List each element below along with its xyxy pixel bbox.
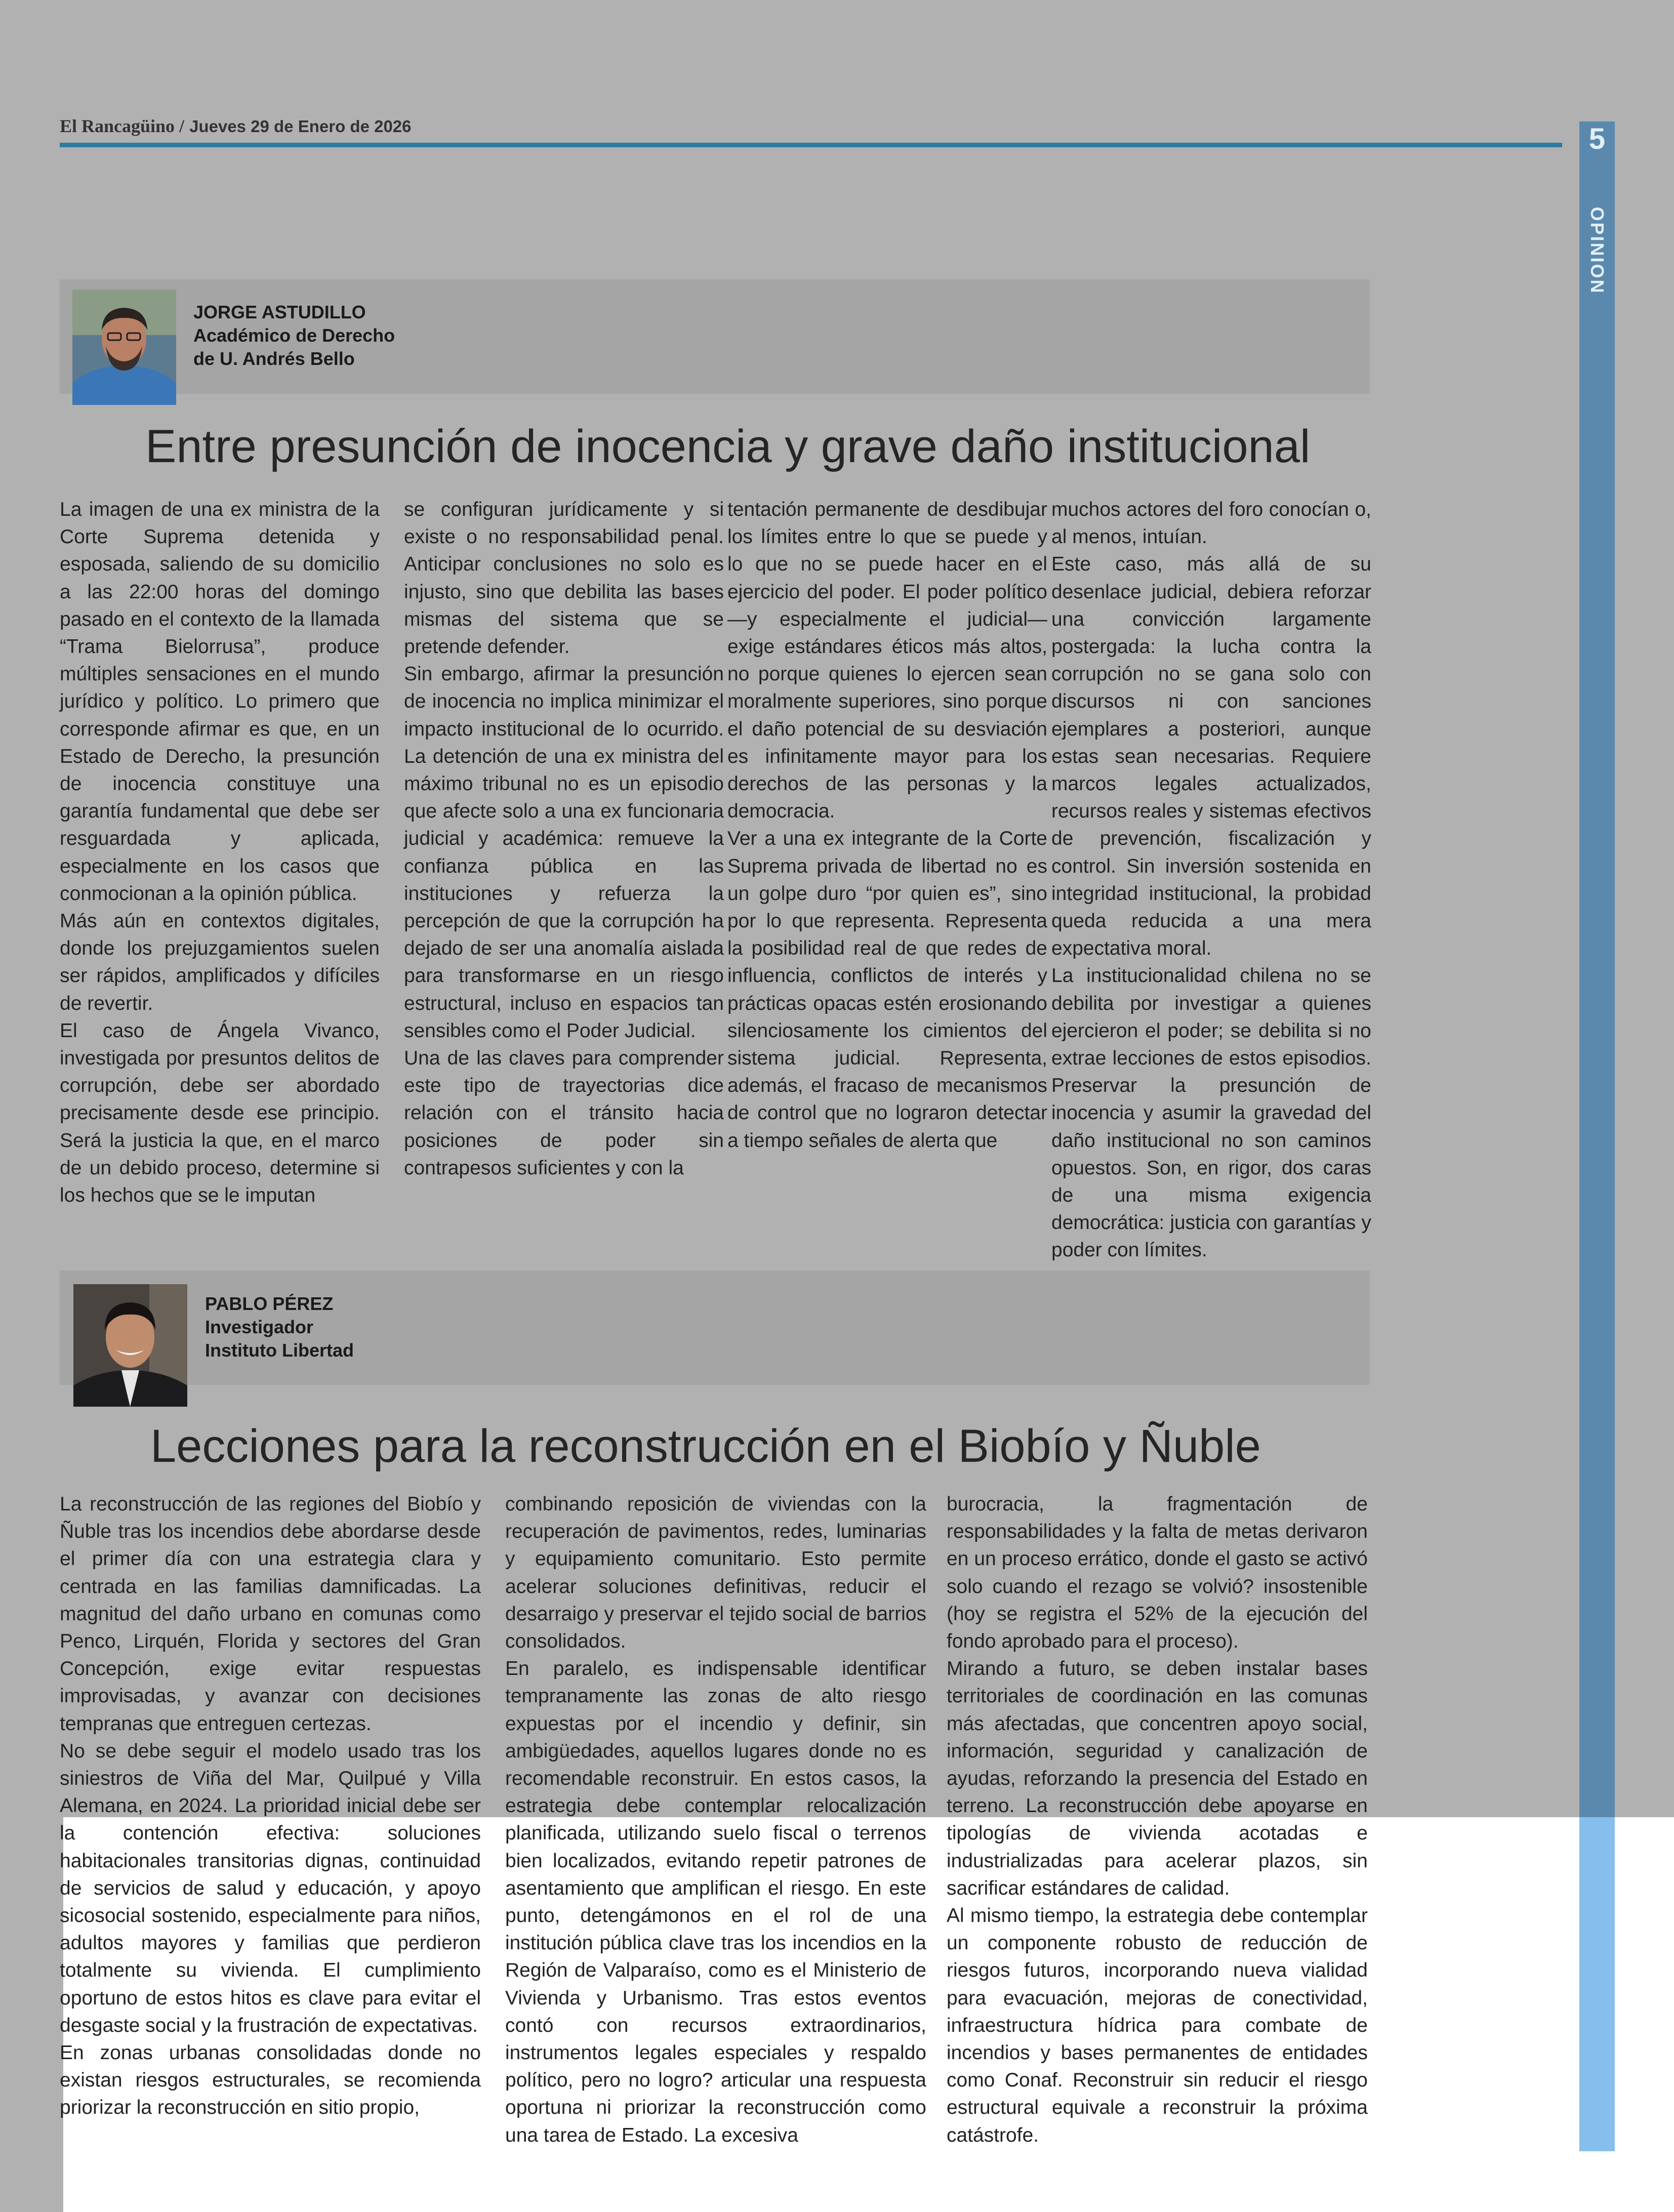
body-paragraph: Este caso, más allá de su desenlace judicial, debiera reforzar una convicción largamente postergada: la lucha contra la corrupción no se gana solo con discursos ni con sanciones ejemplares a posteriori, aunque estas sean necesarias. Requiere marcos legales actualizados, recursos reales y sistemas efectivos de prevención, fiscalización y control. Sin inversión sostenida en integridad institucional, la probidad queda reducida a una mera expectativa moral. bbox=[1051, 553, 1371, 960]
author-name: JORGE ASTUDILLO bbox=[193, 302, 366, 322]
article-headline: Lecciones para la reconstrucción en el Biobío y Ñuble bbox=[150, 1420, 1261, 1472]
page-gray-margin bbox=[0, 1817, 63, 2212]
body-paragraph: Mirando a futuro, se deben instalar bases territoriales de coordinación en las comunas más afectadas, que concentren apoyo social, información, seguridad y canalización de ayudas, reforzando la presencia del Estado en terreno. La reconstrucción debe apoyarse en tipologías de vivienda acotadas e industrializadas para acelerar plazos, sin sacrificar estándares de calidad. bbox=[947, 1658, 1368, 1899]
body-column bbox=[404, 496, 724, 1215]
body-column bbox=[1051, 496, 1371, 1261]
section-label: OPINION bbox=[1587, 207, 1608, 295]
body-paragraph: Una de las claves para comprender este tipo de trayectorias dice relación con el tránsito hacia posiciones de poder sin contrapesos suficientes y con la bbox=[404, 1047, 724, 1179]
author-role: Investigador bbox=[205, 1317, 314, 1337]
section-sidebar bbox=[1579, 121, 1615, 1817]
body-column bbox=[60, 1491, 481, 2154]
author-photo bbox=[73, 1284, 187, 1407]
body-paragraph: Sin embargo, afirmar la presunción de inocencia no implica minimizar el impacto institucional de lo ocurrido. La detención de una ex ministra del máximo tribunal no es un episodio que afecte solo a una ex funcionaria judicial y académica: remueve la confianza pública en las instituciones y refuerza la percepción de que la corrupción ha dejado de ser una anomalía aislada para transformarse en un riesgo estructural, incluso en espacios tan sensibles como el Poder Judicial. bbox=[404, 663, 724, 1042]
publication-name: El Rancagüino / bbox=[60, 116, 185, 136]
author-info bbox=[193, 301, 395, 371]
issue-date: Jueves 29 de Enero de 2026 bbox=[189, 117, 412, 136]
body-paragraph: combinando reposición de viviendas con la recuperación de pavimentos, redes, luminarias y equipamiento comunitario. Esto permite acelerar soluciones definitivas, reducir el desarraigo y preservar el tejido social de barrios consolidados. bbox=[505, 1493, 926, 1653]
body-column bbox=[727, 496, 1047, 1215]
author-affiliation: Instituto Libertad bbox=[205, 1340, 354, 1361]
author-info bbox=[205, 1292, 354, 1362]
body-column bbox=[60, 496, 380, 1215]
body-column bbox=[947, 1491, 1368, 2154]
body-paragraph: Ver a una ex integrante de la Corte Suprema privada de libertad no es un golpe duro “por quien es”, sino por lo que representa. Representa la posibilidad real de que redes de influencia, conflictos de interés y prácticas opacas estén erosionando silenciosamente los cimientos del sistema judicial. Representa, además, el fracaso de mecanismos de control que no lograron detectar a tiempo señales de alerta que bbox=[727, 828, 1047, 1152]
body-paragraph: Más aún en contextos digitales, donde los prejuzgamientos suelen ser rápidos, amplificados y difíciles de revertir. bbox=[60, 910, 380, 1014]
author-photo bbox=[72, 290, 176, 405]
running-head bbox=[60, 115, 412, 141]
header-rule bbox=[60, 143, 1562, 147]
body-paragraph: La imagen de una ex ministra de la Corte Suprema detenida y esposada, saliendo de su domicilio a las 22:00 horas del domingo pasado en el contexto de la llamada “Trama Bielorrusa”, produce múltiples sensaciones en el mundo jurídico y político. Lo primero que corresponde afirmar es que, en un Estado de Derecho, la presunción de inocencia constituye una garantía fundamental que debe ser resguardada y aplicada, especialmente en los casos que conmocionan a la opinión pública. bbox=[60, 499, 380, 905]
article-headline: Entre presunción de inocencia y grave daño institucional bbox=[145, 421, 1311, 472]
body-paragraph: En zonas urbanas consolidadas donde no existan riesgos estructurales, se recomienda priorizar la reconstrucción en sitio propio, bbox=[60, 2042, 481, 2119]
body-paragraph: No se debe seguir el modelo usado tras los siniestros de Viña del Mar, Quilpué y Villa Alemana, en 2024. La prioridad inicial debe ser la contención efectiva: soluciones habitacionales transitorias dignas, continuidad de servicios de salud y educación, y apoyo sicosocial sostenido, especialmente para niños, adultos mayores y familias que perdieron totalmente su vivienda. El cumplimiento oportuno de estos hitos es clave para evitar el desgaste social y la frustración de expectativas. bbox=[60, 1740, 481, 2036]
author-name: PABLO PÉREZ bbox=[205, 1293, 334, 1314]
body-paragraph: El caso de Ángela Vivanco, investigada por presuntos delitos de corrupción, debe ser abordado precisamente desde ese principio. Será la justicia la que, en el marco de un debido proceso, determine si los hechos que se le imputan bbox=[60, 1019, 380, 1207]
section-sidebar-lower bbox=[1579, 1817, 1615, 2151]
body-paragraph: se configuran jurídicamente y si existe o no responsabilidad penal. Anticipar conclusiones no solo es injusto, sino que debilita las bases mismas del sistema que se pretende defender. bbox=[404, 499, 724, 658]
body-paragraph: burocracia, la fragmentación de responsabilidades y la falta de metas derivaron en un proceso errático, donde el gasto se activó solo cuando el rezago se volvió? insostenible (hoy se registra el 52% de la ejecución del fondo aprobado para el proceso). bbox=[947, 1493, 1368, 1653]
page-number: 5 bbox=[1588, 122, 1606, 155]
body-paragraph: La institucionalidad chilena no se debilita por investigar a quienes ejercieron el poder; se debilita si no extrae lecciones de estos episodios. Preservar la presunción de inocencia y asumir la gravedad del daño institucional no son caminos opuestos. Son, en rigor, dos caras de una misma exigencia democrática: justicia con garantías y poder con límites. bbox=[1051, 965, 1371, 1261]
author-affiliation: de U. Andrés Bello bbox=[193, 348, 355, 369]
body-paragraph: En paralelo, es indispensable identificar tempranamente las zonas de alto riesgo expuestas por el incendio y definir, sin ambigüedades, aquellos lugares donde no es recomendable reconstruir. En estos casos, la estrategia debe contemplar relocalización planificada, utilizando suelo fiscal o terrenos bien localizados, evitando repetir patrones de asentamiento que amplifican el riesgo. En este punto, detengámonos en el rol de una institución pública clave tras los incendios en la Región de Valparaíso, como es el Ministerio de Vivienda y Urbanismo. Tras estos eventos contó con recursos extraordinarios, instrumentos legales especiales y respaldo político, pero no logro? articular una respuesta oportuna ni priorizar la reconstrucción como una tarea de Estado. La excesiva bbox=[505, 1658, 926, 2146]
body-column bbox=[505, 1491, 926, 2154]
body-paragraph: muchos actores del foro conocían o, al menos, intuían. bbox=[1051, 499, 1371, 548]
body-paragraph: La reconstrucción de las regiones del Biobío y Ñuble tras los incendios debe abordarse desde el primer día con una estrategia clara y centrada en las familias damnificadas. La magnitud del daño urbano en comunas como Penco, Lirquén, Florida y sectores del Gran Concepción, exige evitar respuestas improvisadas, y avanzar con decisiones tempranas que entreguen certezas. bbox=[60, 1493, 481, 1735]
body-paragraph: Al mismo tiempo, la estrategia debe contemplar un componente robusto de reducción de riesgos futuros, incorporando nueva vialidad para evacuación, mejoras de conectividad, infraestructura hídrica para combate de incendios y bases permanentes de entidades como Conaf. Reconstruir sin reducir el riesgo estructural equivale a reconstruir la próxima catástrofe. bbox=[947, 1905, 1368, 2146]
author-role: Académico de Derecho bbox=[193, 325, 395, 346]
body-paragraph: tentación permanente de desdibujar los límites entre lo que se puede y lo que no se puede hacer en el ejercicio del poder. El poder político —y especialmente el judicial— exige estándares éticos más altos, no porque quienes lo ejercen sean moralmente superiores, sino porque el daño potencial de su desviación es infinitamente mayor para los derechos de las personas y la democracia. bbox=[727, 499, 1047, 823]
